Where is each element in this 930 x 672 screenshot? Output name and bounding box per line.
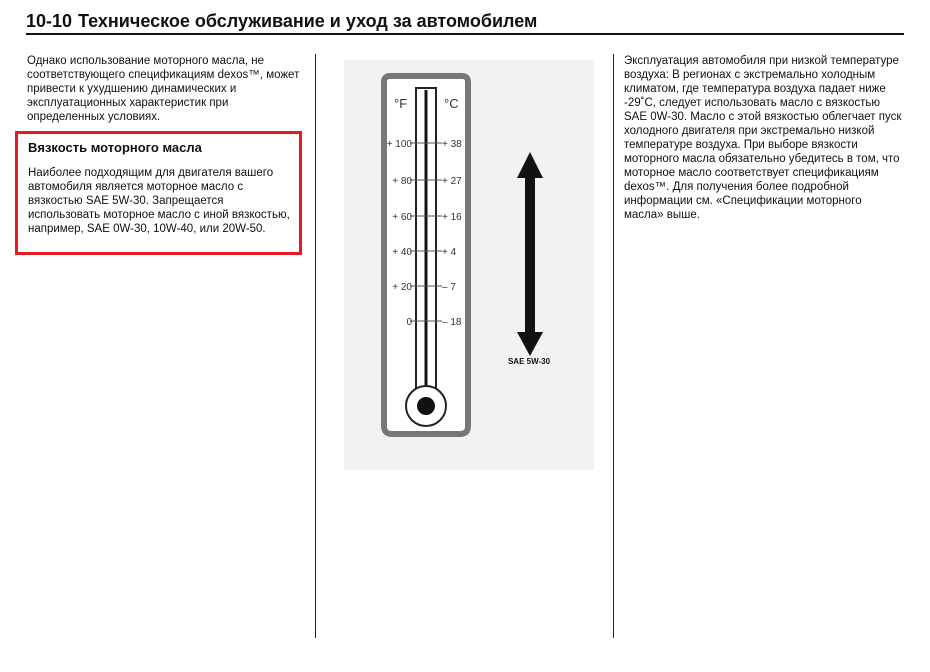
page-number: 10-10: [26, 11, 73, 31]
thermometer-illustration: [344, 60, 594, 470]
fahrenheit-tick-label: + 40: [392, 247, 412, 258]
page-title: Техническое обслуживание и уход за автомобилем: [78, 11, 538, 31]
celsius-tick-label: – 7: [442, 282, 456, 293]
page-header: [26, 10, 904, 35]
thermometer-figure: [344, 60, 594, 470]
fahrenheit-tick-label: + 60: [392, 212, 412, 223]
celsius-tick-label: + 27: [442, 176, 462, 187]
column-divider-right: [613, 54, 614, 638]
celsius-tick-label: – 18: [442, 317, 462, 328]
celsius-tick-label: + 4: [442, 247, 457, 258]
celsius-tick-label: + 16: [442, 212, 462, 223]
unit-fahrenheit: °F: [394, 96, 408, 111]
arrow-shaft: [525, 176, 535, 334]
column-divider-left: [315, 54, 316, 638]
unit-celsius: °C: [444, 96, 459, 111]
intro-paragraph: Однако использование моторного масла, не соответствующего спецификациям dexos™, может привести к ухудшению динамических и эксплуатационных характеристик при определенных условиях.: [27, 55, 300, 123]
fahrenheit-tick-label: 0: [406, 317, 412, 328]
fahrenheit-tick-label: + 80: [392, 176, 412, 187]
fahrenheit-tick-label: + 20: [392, 282, 412, 293]
cold-climate-paragraph: Эксплуатация автомобиля при низкой температуре воздуха: В регионах с экстремально холодным климатом, где температура воздуха падает ниже -29˚C, следует использовать масло с вязкостью SAE 0W-30. Масло с этой вязкостью облегчает пуск холодного двигателя при экстремально низкой температуре воздуха. При выборе вязкости моторного масла обязательно убедитесь в том, что моторное масло соответствует спецификациям dexos™. Для получения более подробной информации см. «Спецификации моторного масла» выше.: [624, 55, 902, 221]
viscosity-highlight-box: [15, 131, 302, 255]
celsius-tick-label: + 38: [442, 139, 462, 150]
fahrenheit-tick-label: + 100: [386, 139, 412, 150]
thermometer-bulb: [417, 397, 435, 415]
viscosity-paragraph: Наиболее подходящим для двигателя вашего автомобиля является моторное масло с вязкостью SAE 5W-30. Запрещается использовать моторное масло с иной вязкостью, например, SAE 0W-30, 10W-40, или 20W-50.: [28, 167, 290, 235]
section-heading: Вязкость моторного масла: [28, 140, 202, 155]
arrow-label: SAE 5W-30: [507, 357, 551, 366]
